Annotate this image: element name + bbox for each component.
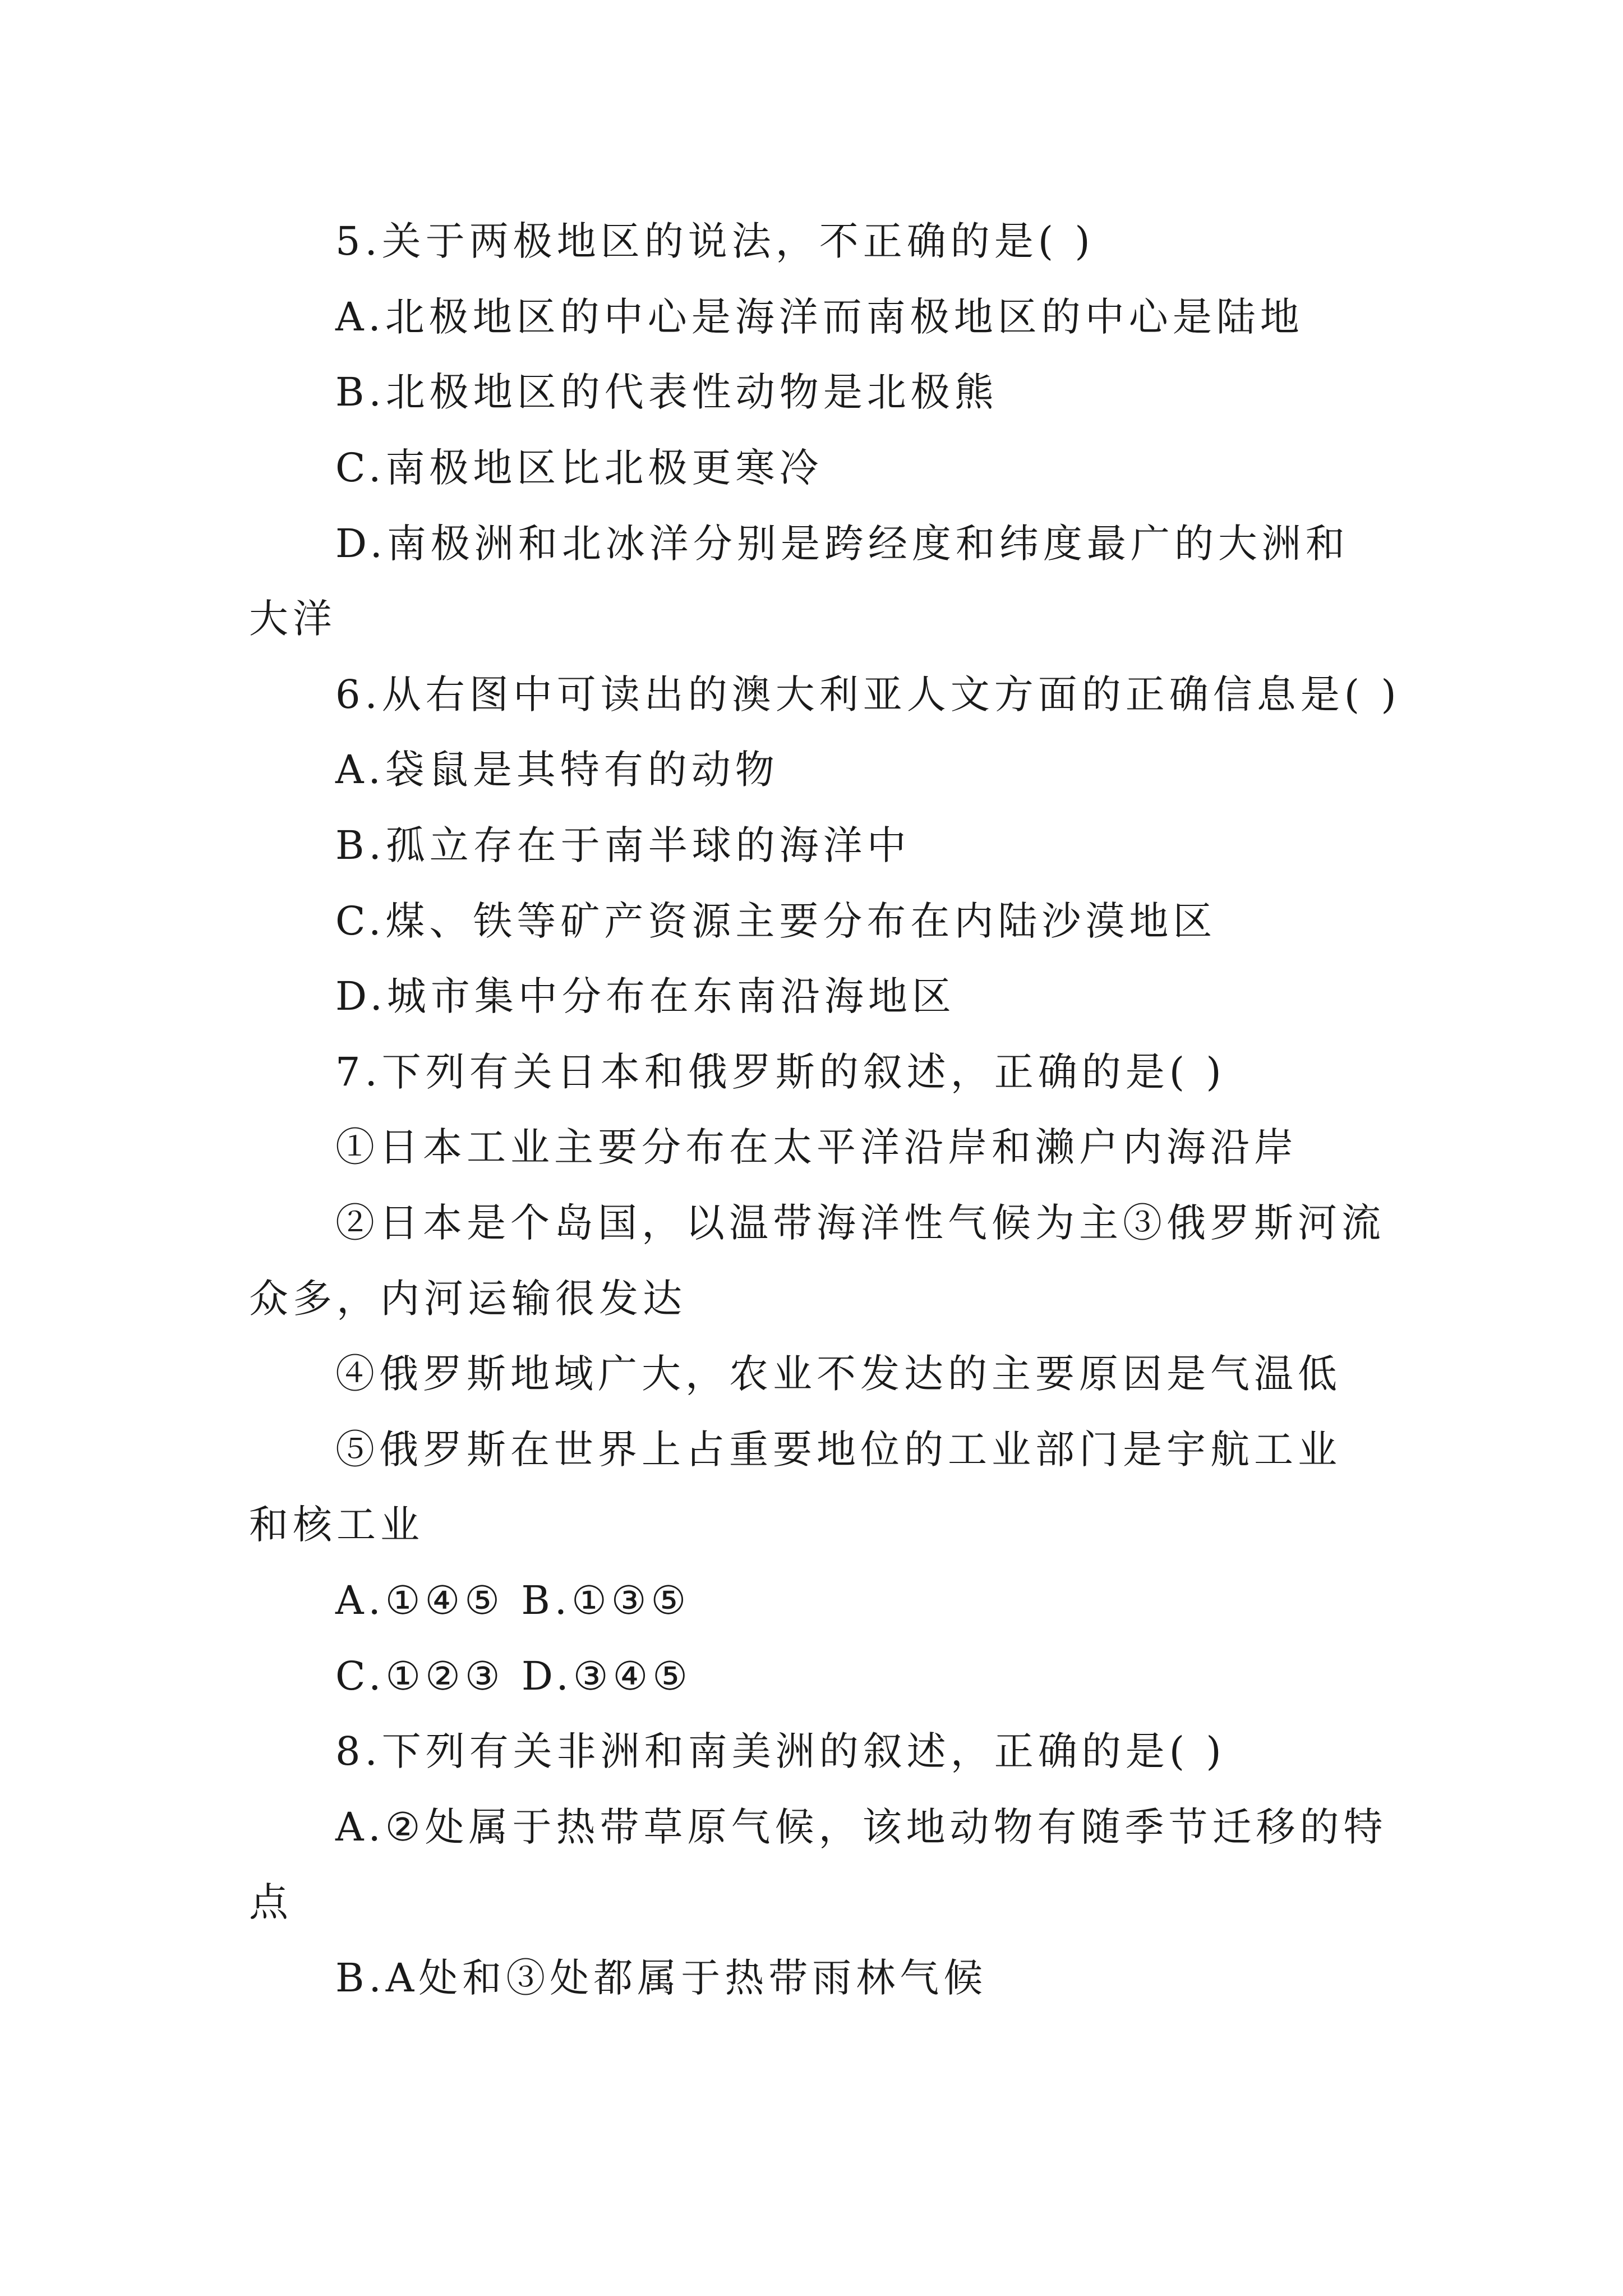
question-6-option-a: A.袋鼠是其特有的动物	[335, 747, 779, 793]
question-6-stem: 6.从右图中可读出的澳大利亚人文方面的正确信息是( )	[335, 671, 1401, 717]
question-8-stem: 8.下列有关非洲和南美洲的叙述，正确的是( )	[335, 1728, 1226, 1774]
question-7-stem: 7.下列有关日本和俄罗斯的叙述，正确的是( )	[335, 1049, 1226, 1095]
question-5-option-d-continued: 大洋	[249, 596, 336, 642]
question-7-statement-5-continued: 和核工业	[249, 1502, 424, 1548]
question-8-option-a: A.②处属于热带草原气候，该地动物有随季节迁移的特	[335, 1804, 1387, 1850]
question-7-statement-2-3: ②日本是个岛国，以温带海洋性气候为主③俄罗斯河流	[335, 1200, 1385, 1246]
question-8-option-b: B.A处和③处都属于热带雨林气候	[335, 1955, 988, 2001]
question-6-option-d: D.城市集中分布在东南沿海地区	[335, 973, 956, 1019]
question-7-options-a-b: A.①④⑤ B.①③⑤	[335, 1577, 691, 1623]
question-7-statement-4: ④俄罗斯地域广大，农业不发达的主要原因是气温低	[335, 1351, 1341, 1397]
question-6-option-b: B.孤立存在于南半球的海洋中	[335, 822, 911, 868]
question-8-option-a-continued: 点	[249, 1879, 293, 1925]
question-7-options-c-d: C.①②③ D.③④⑤	[335, 1653, 692, 1699]
question-6-option-c: C.煤、铁等矿产资源主要分布在内陆沙漠地区	[335, 898, 1217, 944]
question-7-statement-3-continued: 众多，内河运输很发达	[249, 1276, 686, 1322]
question-5-option-d: D.南极洲和北冰洋分别是跨经度和纬度最广的大洲和	[335, 521, 1349, 567]
question-5-stem: 5.关于两极地区的说法，不正确的是( )	[335, 218, 1095, 264]
question-7-statement-5: ⑤俄罗斯在世界上占重要地位的工业部门是宇航工业	[335, 1427, 1341, 1473]
question-5-option-a: A.北极地区的中心是海洋而南极地区的中心是陆地	[335, 294, 1304, 340]
question-7-statement-1: ①日本工业主要分布在太平洋沿岸和濑户内海沿岸	[335, 1124, 1298, 1170]
question-5-option-c: C.南极地区比北极更寒冷	[335, 445, 823, 491]
question-5-option-b: B.北极地区的代表性动物是北极熊	[335, 369, 998, 415]
